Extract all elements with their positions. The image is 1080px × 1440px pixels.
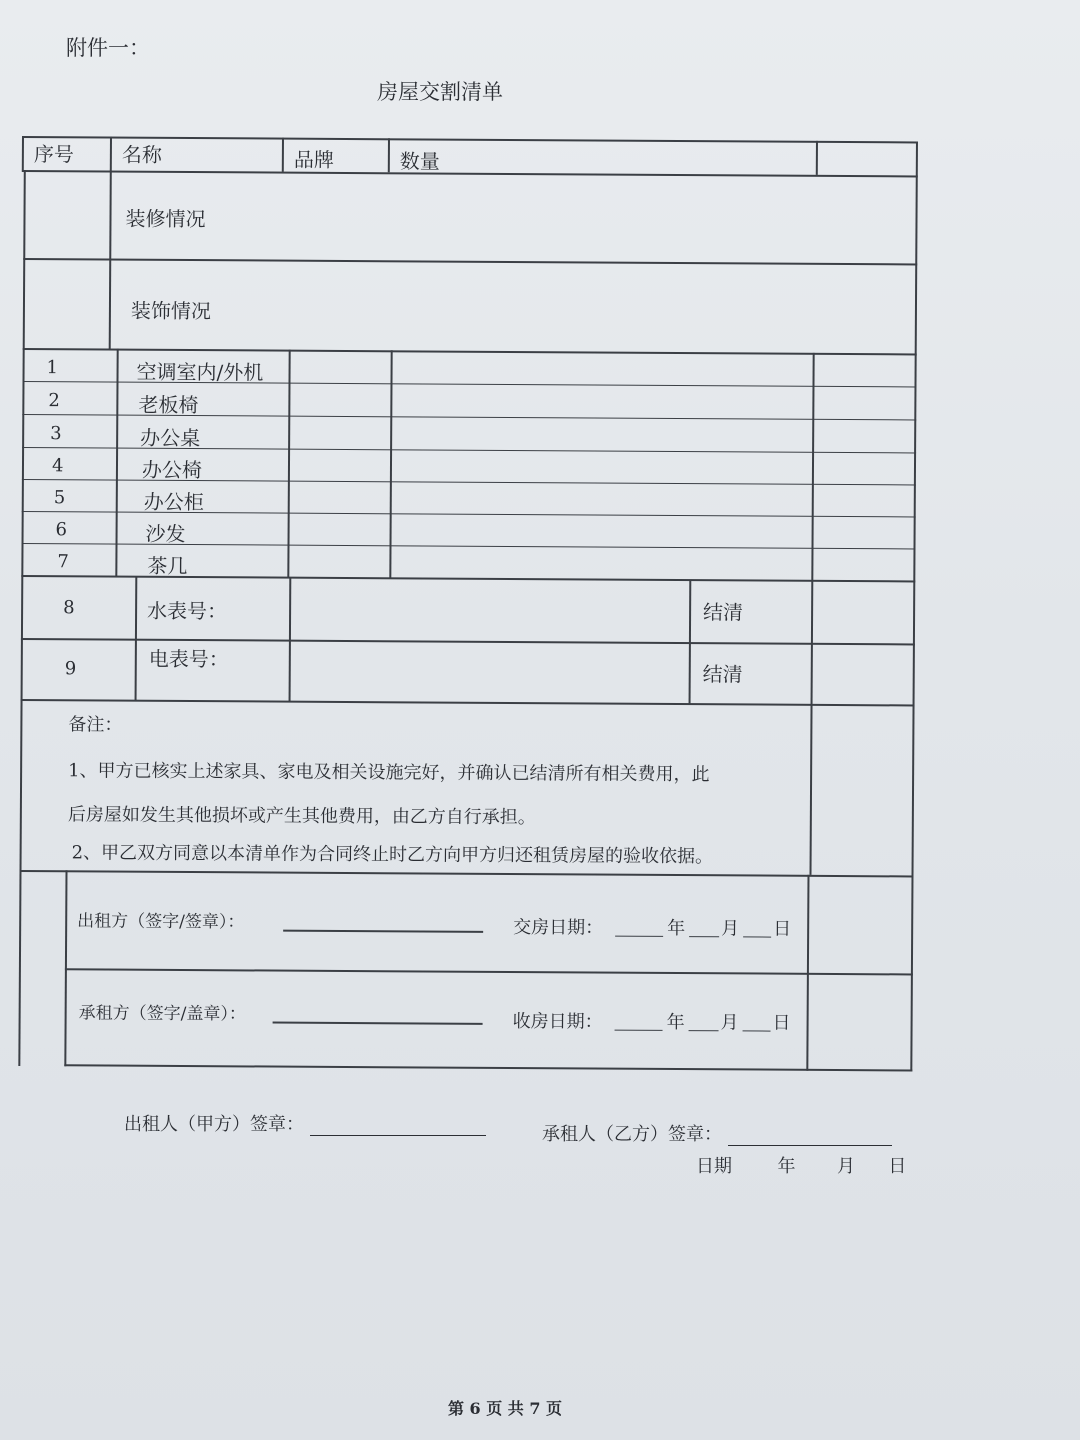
remarks-line-1: 1、甲方已核实上述家具、家电及相关设施完好，并确认已结清所有相关费用，此 bbox=[68, 760, 710, 786]
handover-table bbox=[16, 136, 918, 1071]
renovation-label: 装修情况 bbox=[125, 206, 206, 232]
month-label: 月 bbox=[720, 1012, 739, 1034]
header-name: 名称 bbox=[121, 142, 162, 167]
party-b-signature bbox=[542, 1120, 892, 1146]
electric-meter-label: 电表号： bbox=[148, 646, 229, 672]
meter-no: 8 bbox=[63, 597, 75, 619]
col-divider bbox=[282, 138, 284, 172]
receipt-date-label: 收房日期： bbox=[512, 1011, 603, 1033]
handover-day-field[interactable] bbox=[743, 936, 771, 938]
lessor-sign-label: 出租方（签字/签章）： bbox=[77, 911, 245, 933]
electric-meter-status: 结清 bbox=[702, 662, 743, 687]
water-meter-label: 水表号： bbox=[147, 598, 228, 624]
receipt-month-field[interactable] bbox=[689, 1030, 719, 1032]
col-divider bbox=[816, 141, 818, 175]
date-month: 月 bbox=[836, 1156, 855, 1177]
item-name: 办公柜 bbox=[143, 489, 204, 515]
party-b-sign-field[interactable] bbox=[728, 1127, 892, 1146]
document-title: 房屋交割清单 bbox=[377, 80, 503, 104]
item-no: 3 bbox=[50, 423, 62, 445]
table-border-bottom bbox=[64, 1064, 912, 1071]
item-no: 7 bbox=[57, 551, 69, 573]
receipt-year-field[interactable] bbox=[615, 1030, 663, 1032]
meter-no: 9 bbox=[64, 658, 77, 680]
item-no: 1 bbox=[46, 357, 59, 379]
decoration-label: 装饰情况 bbox=[130, 298, 212, 324]
item-name: 办公椅 bbox=[141, 457, 203, 483]
row-divider bbox=[65, 968, 913, 975]
header-no: 序号 bbox=[33, 142, 74, 167]
month-label: 月 bbox=[721, 918, 740, 940]
lessor-sign-field[interactable] bbox=[283, 930, 483, 933]
party-a-sign-field[interactable] bbox=[310, 1117, 486, 1136]
remarks-label: 备注： bbox=[68, 714, 123, 736]
handover-date-label: 交房日期： bbox=[513, 917, 604, 939]
item-no: 2 bbox=[48, 390, 60, 412]
remarks-line-2: 后房屋如发生其他损坏或产生其他费用，由乙方自行承担。 bbox=[67, 804, 536, 829]
item-no: 4 bbox=[51, 455, 64, 477]
lessee-sign-field[interactable] bbox=[273, 1022, 483, 1025]
page-footer: 第 6 页 共 7 页 bbox=[447, 1399, 563, 1418]
item-no: 6 bbox=[55, 519, 68, 541]
handover-month-field[interactable] bbox=[689, 936, 719, 938]
party-b-label: 承租人（乙方）签章： bbox=[542, 1124, 722, 1145]
table-border-left-top bbox=[22, 136, 24, 170]
party-a-signature bbox=[124, 1110, 486, 1136]
date-day: 日 bbox=[888, 1156, 907, 1177]
row-divider bbox=[23, 348, 917, 355]
lessee-sign-label: 承租方（签字/盖章）： bbox=[78, 1003, 246, 1025]
col-divider bbox=[810, 705, 813, 875]
row-divider bbox=[21, 699, 915, 706]
water-meter-status: 结清 bbox=[703, 600, 744, 625]
item-no: 5 bbox=[53, 487, 66, 509]
item-name: 空调室内/外机 bbox=[136, 359, 264, 385]
party-a-label: 出租人（甲方）签章： bbox=[124, 1114, 304, 1135]
col-divider bbox=[388, 138, 390, 172]
table-border-left bbox=[18, 170, 25, 1066]
signature-date bbox=[696, 1152, 906, 1178]
handover-year-field[interactable] bbox=[615, 936, 663, 938]
remarks-line-3: 2、甲乙双方同意以本清单作为合同终止时乙方向甲方归还租赁房屋的验收依据。 bbox=[71, 842, 714, 868]
item-name: 沙发 bbox=[145, 521, 186, 547]
annex-label: 附件一： bbox=[66, 36, 150, 60]
date-label: 日期 bbox=[696, 1156, 732, 1177]
row-divider bbox=[20, 870, 914, 877]
header-brand: 品牌 bbox=[293, 147, 334, 172]
day-label: 日 bbox=[773, 918, 792, 940]
item-name: 老板椅 bbox=[138, 392, 199, 418]
col-divider bbox=[110, 137, 112, 171]
col-divider bbox=[109, 171, 112, 351]
table-border-right bbox=[910, 141, 918, 1071]
year-label: 年 bbox=[666, 1011, 685, 1034]
item-name: 办公桌 bbox=[140, 425, 201, 451]
header-divider bbox=[22, 170, 918, 177]
day-label: 日 bbox=[772, 1012, 791, 1034]
year-label: 年 bbox=[667, 917, 686, 940]
date-year: 年 bbox=[777, 1156, 796, 1177]
header-quantity: 数量 bbox=[399, 149, 440, 174]
receipt-day-field[interactable] bbox=[743, 1030, 771, 1032]
row-divider bbox=[23, 258, 917, 265]
item-name: 茶几 bbox=[147, 553, 188, 579]
